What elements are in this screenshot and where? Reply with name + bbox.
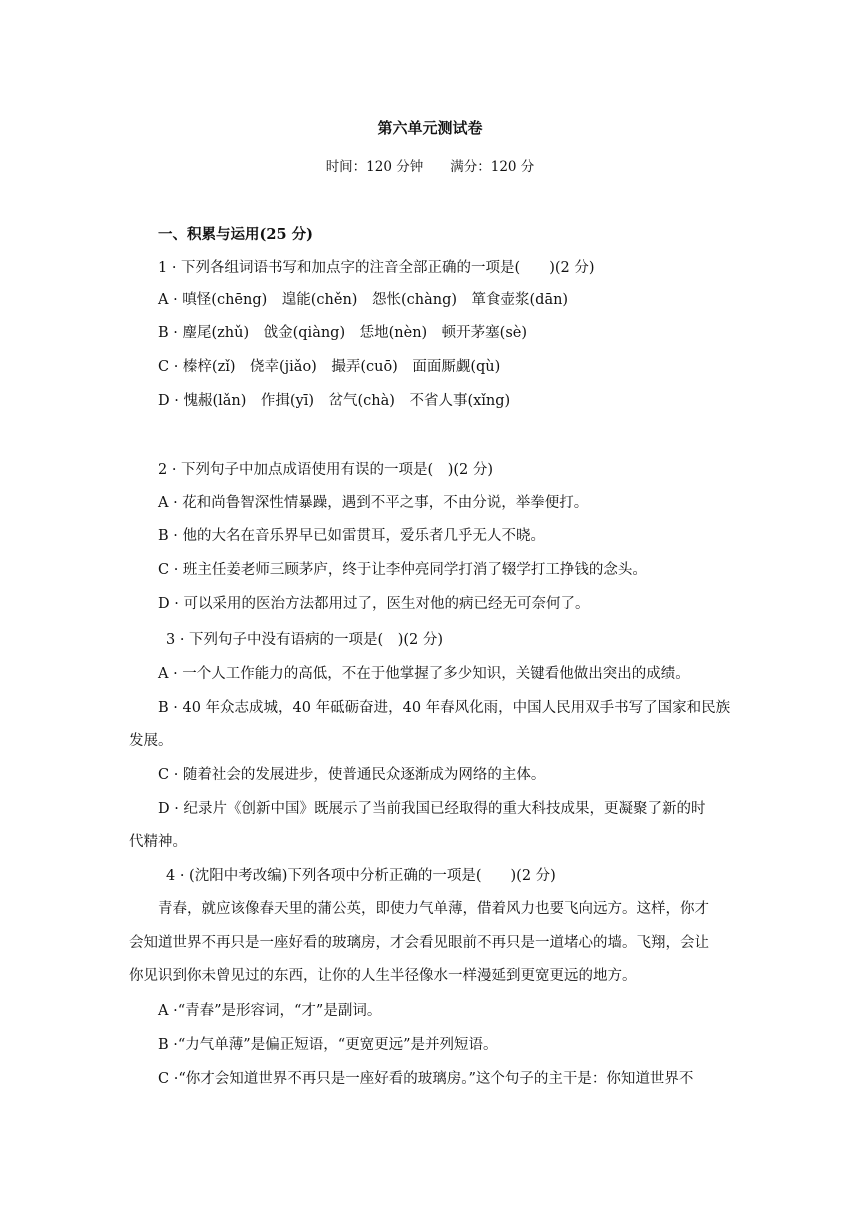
page-title: 第六单元测试卷 (377, 119, 483, 137)
question-3-option-a: A · 一个人工作能力的高低，不在于他掌握了多少知识，关键看他做出突出的成绩。 (158, 666, 690, 682)
question-4-option-a: A ·“青春”是形容词，“才”是副词。 (158, 1003, 382, 1019)
question-4-passage-line-3: 你见识到你未曾见过的东西，让你的人生半径像水一样漫延到更宽更远的地方。 (129, 968, 637, 984)
question-2-stem: 2 · 下列句子中加点成语使用有误的一项是( )(2 分) (158, 462, 494, 478)
question-2-option-c: C · 班主任姜老师三顾茅庐，终于让李仲亮同学打消了辍学打工挣钱的念头。 (158, 562, 647, 578)
question-3-option-b-cont: 发展。 (129, 733, 173, 749)
question-3-option-c: C · 随着社会的发展进步，使普通民众逐渐成为网络的主体。 (158, 767, 546, 783)
question-4-passage-line-2: 会知道世界不再只是一座好看的玻璃房，才会看见眼前不再只是一道堵心的墙。飞翔，会让 (129, 935, 709, 951)
question-2-option-b: B · 他的大名在音乐界早已如雷贯耳，爱乐者几乎无人不晓。 (158, 528, 545, 544)
question-4-passage-line-1: 青春，就应该像春天里的蒲公英，即使力气单薄，借着风力也要飞向远方。这样，你才 (158, 901, 709, 917)
question-1-option-c: C · 榛梓(zǐ) 侥幸(jiǎo) 撮弄(cuō) 面面厮觑(qù) (158, 359, 501, 375)
question-1-option-a: A · 嗔怪(chēng) 遑能(chěn) 怨怅(chàng) 箪食壶浆(dān) (158, 292, 569, 308)
question-2-option-a: A · 花和尚鲁智深性情暴躁，遇到不平之事，不由分说，举拳便打。 (158, 495, 589, 511)
question-3-stem: 3 · 下列句子中没有语病的一项是( )(2 分) (166, 632, 444, 648)
question-1-option-b: B · 麈尾(zhǔ) 戗金(qiàng) 恁地(nèn) 顿开茅塞(sè) (158, 325, 528, 341)
exam-meta: 时间：120 分钟 满分：120 分 (325, 159, 535, 175)
question-3-option-b: B · 40 年众志成城，40 年砥砺奋进，40 年春风化雨，中国人民用双手书写了国家和民族 (158, 700, 731, 716)
question-4-stem: 4 · (沈阳中考改编)下列各项中分析正确的一项是( )(2 分) (166, 868, 556, 884)
question-3-option-d: D · 纪录片《创新中国》既展示了当前我国已经取得的重大科技成果，更凝聚了新的时 (158, 801, 706, 817)
question-2-option-d: D · 可以采用的医治方法都用过了，医生对他的病已经无可奈何了。 (158, 596, 590, 612)
section-heading: 一、积累与运用(25 分) (158, 226, 313, 243)
question-1-option-d: D · 愧赧(lǎn) 作揖(yī) 岔气(chà) 不省人事(xǐng) (158, 393, 511, 409)
question-3-option-d-cont: 代精神。 (129, 834, 187, 850)
question-4-option-c: C ·“你才会知道世界不再只是一座好看的玻璃房。”这个句子的主干是：你知道世界不 (158, 1071, 694, 1087)
question-1-stem: 1 · 下列各组词语书写和加点字的注音全部正确的一项是( )(2 分) (158, 260, 595, 276)
question-4-option-b: B ·“力气单薄”是偏正短语，“更宽更远”是并列短语。 (158, 1037, 498, 1053)
